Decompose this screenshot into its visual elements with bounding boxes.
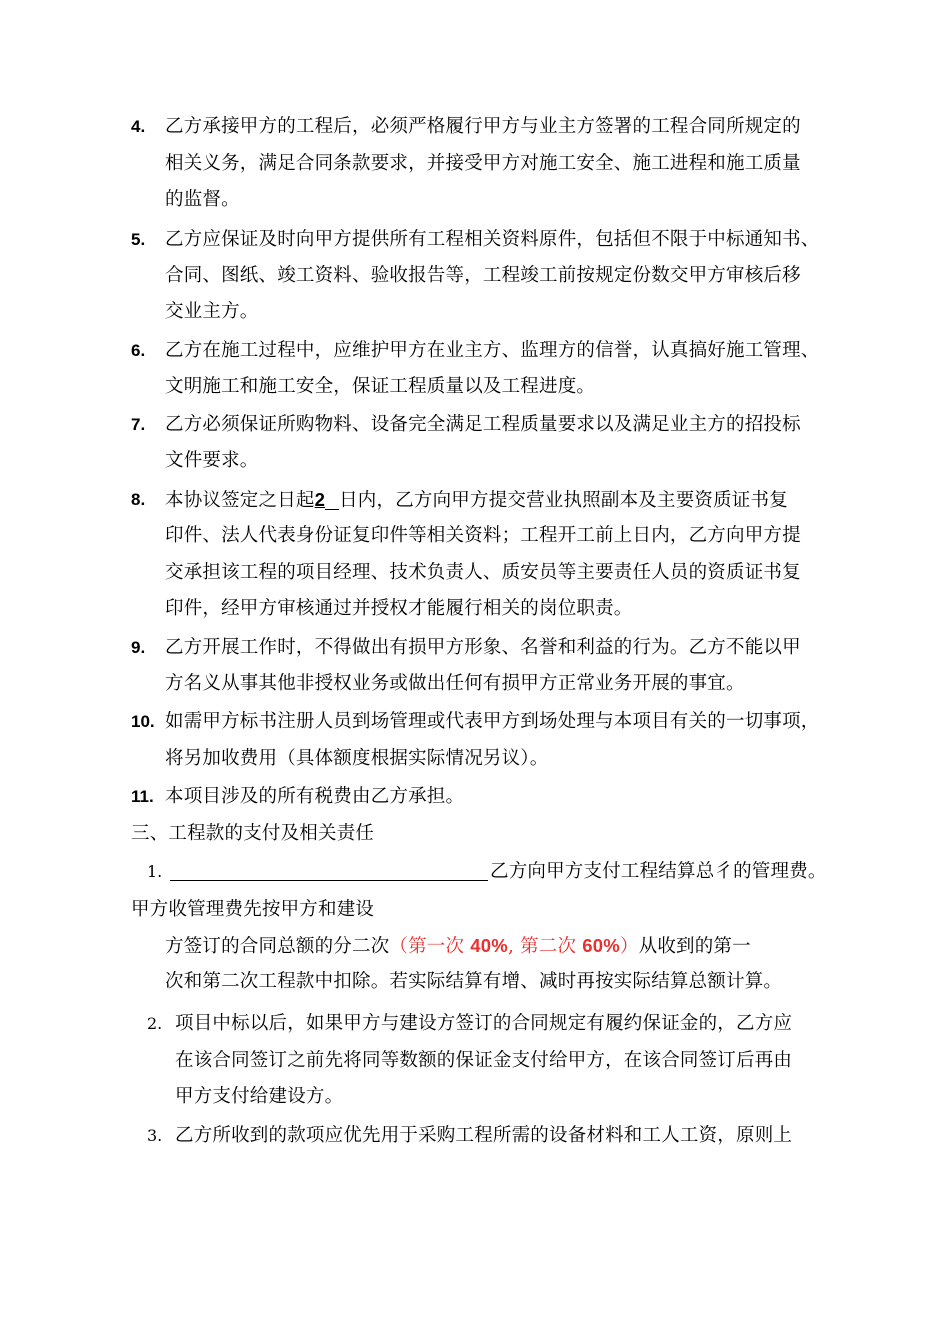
- item-text-line: 文件要求。: [165, 450, 259, 471]
- item-text-line: 印件，经甲方审核通过并授权才能履行相关的岗位职责。: [165, 598, 633, 619]
- item-number: 10.: [131, 712, 155, 731]
- item-text-line: 将另加收费用（具体额度根据实际情况另议）。: [165, 748, 549, 769]
- second-installment-percent: 60%: [582, 935, 620, 956]
- paragraph-number: 3.: [147, 1126, 163, 1145]
- item-number: 7.: [131, 415, 146, 434]
- days-value: 2: [314, 489, 326, 510]
- item-text-line: 方名义从事其他非授权业务或做出任何有损甲方正常业务开展的事宜。: [165, 673, 745, 694]
- item-text-line: 本项目涉及的所有税费由乙方承担。: [165, 786, 465, 807]
- item-text-line: 乙方应保证及时向甲方提供所有工程相关资料原件，包括但不限于中标通知书、: [165, 229, 820, 250]
- paragraph-line: 乙方向甲方支付工程结算总彳的管理费。: [170, 860, 827, 884]
- item-number: 8.: [131, 490, 146, 509]
- item-number: 5.: [131, 230, 146, 249]
- paragraph-line: 方签订的合同总额的分二次（第一次 40%, 第二次 60%）从收到的第一: [165, 935, 751, 957]
- fill-in-blank: [170, 862, 488, 881]
- item-number: 6.: [131, 341, 146, 360]
- underline-blank: [325, 491, 339, 510]
- paragraph-line: 在该合同签订之前先将同等数额的保证金支付给甲方，在该合同签订后再由: [175, 1050, 793, 1071]
- item-text-line: 的监督。: [165, 189, 240, 210]
- paragraph-line: 次和第二次工程款中扣除。若实际结算有增、减时再按实际结算总额计算。: [165, 971, 783, 992]
- paragraph-line: 甲方支付给建设方。: [175, 1086, 344, 1107]
- item-text-line: 交业主方。: [165, 301, 259, 322]
- item-text-line: 合同、图纸、竣工资料、验收报告等，工程竣工前按规定份数交甲方审核后移: [165, 265, 801, 286]
- item-text-line: 如需甲方标书注册人员到场管理或代表甲方到场处理与本项目有关的一切事项，: [165, 711, 820, 732]
- paragraph-line: 项目中标以后，如果甲方与建设方签订的合同规定有履约保证金的，乙方应: [175, 1013, 793, 1034]
- paragraph-number: 2.: [147, 1014, 163, 1033]
- paragraph-line: 甲方收管理费先按甲方和建设: [131, 899, 375, 920]
- paragraph-line: 乙方所收到的款项应优先用于采购工程所需的设备材料和工人工资，原则上: [175, 1125, 793, 1146]
- item-number: 11.: [131, 787, 154, 806]
- item-text-line: 乙方开展工作时，不得做出有损甲方形象、名誉和利益的行为。乙方不能以甲: [165, 637, 801, 658]
- item-number: 4.: [131, 117, 146, 136]
- first-installment-percent: 40%: [470, 935, 508, 956]
- item-text-line: 乙方承接甲方的工程后，必须严格履行甲方与业主方签署的工程合同所规定的: [165, 116, 801, 137]
- item-text-line: 文明施工和施工安全，保证工程质量以及工程进度。: [165, 376, 596, 397]
- paragraph-number: 1.: [147, 862, 163, 881]
- item-text-line: 印件、法人代表身份证复印件等相关资料；工程开工前上日内，乙方向甲方提: [165, 525, 801, 546]
- item-text-line: 相关义务，满足合同条款要求，并接受甲方对施工安全、施工进程和施工质量: [165, 153, 801, 174]
- item-text-line: 本协议签定之日起2 日内，乙方向甲方提交营业执照副本及主要资质证书复: [165, 489, 788, 511]
- section-heading: 三、工程款的支付及相关责任: [131, 823, 375, 844]
- item-text-line: 乙方在施工过程中，应维护甲方在业主方、监理方的信誉，认真搞好施工管理、: [165, 340, 820, 361]
- item-text-line: 乙方必须保证所购物料、设备完全满足工程质量要求以及满足业主方的招投标: [165, 414, 801, 435]
- item-number: 9.: [131, 638, 146, 657]
- item-text-line: 交承担该工程的项目经理、技术负责人、质安员等主要责任人员的资质证书复: [165, 562, 801, 583]
